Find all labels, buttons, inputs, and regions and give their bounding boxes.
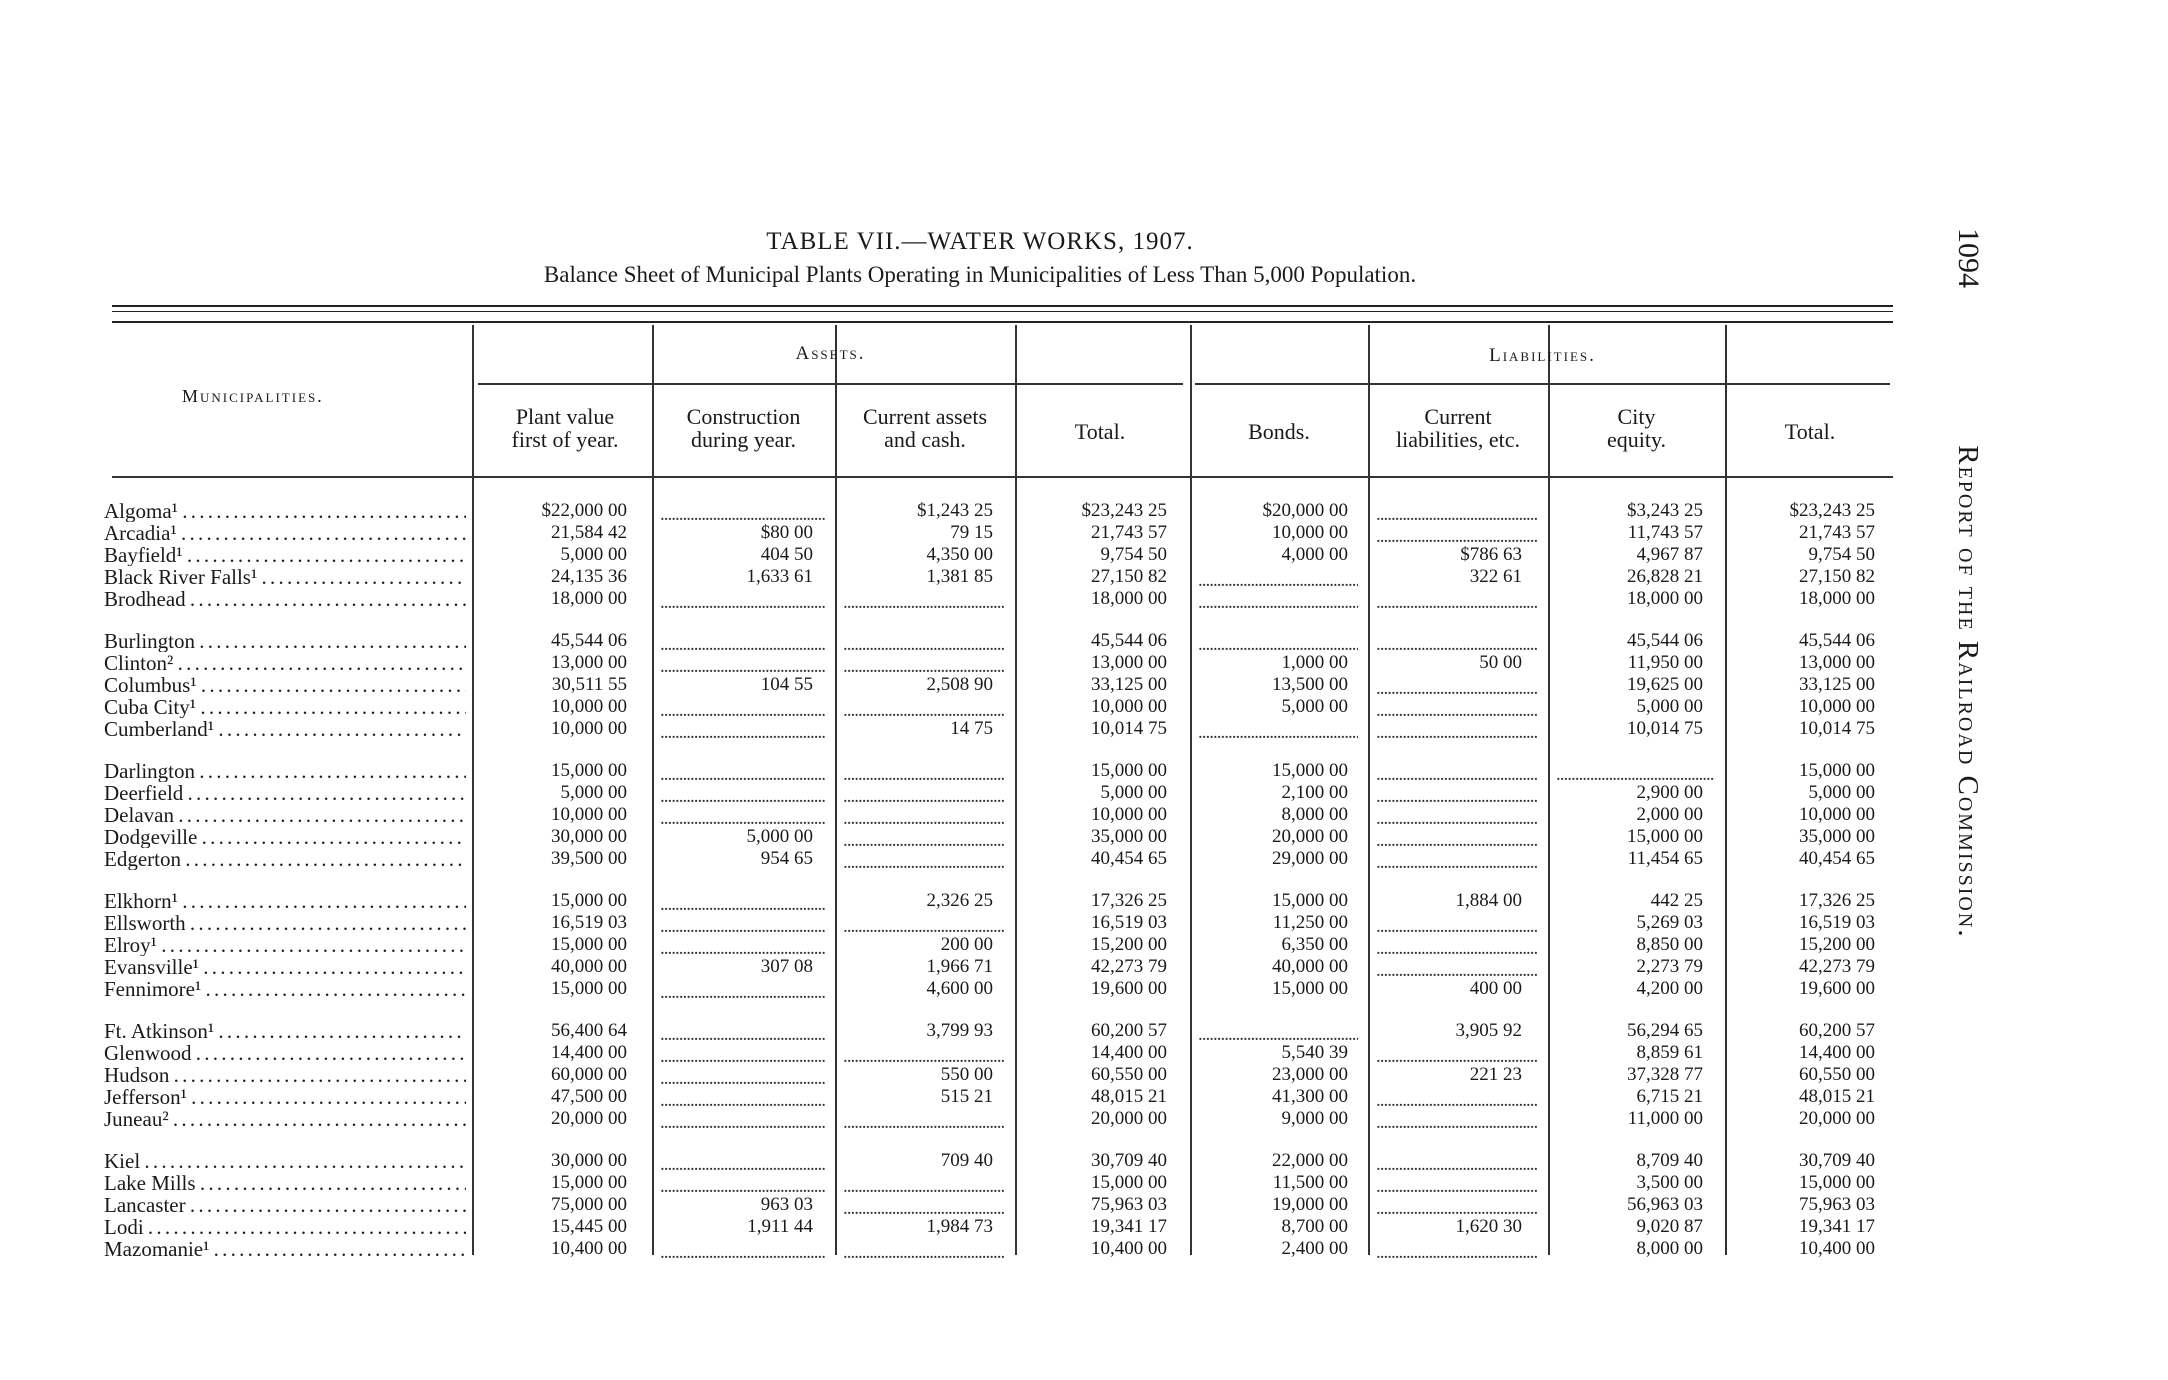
table-cell: 18,000 00 <box>1091 588 1167 609</box>
leader-dots <box>1376 678 1538 700</box>
leader-dots <box>1376 1112 1538 1134</box>
table-cell: 10,014 75 <box>1799 718 1875 739</box>
leader-dots <box>660 894 825 916</box>
table-cell: 6,715 21 <box>1636 1086 1703 1107</box>
leader-dots <box>1376 764 1538 786</box>
table-cell: 3,799 93 <box>926 1020 993 1041</box>
table-cell: 13,500 00 <box>1272 674 1348 695</box>
table-cell: 8,859 61 <box>1636 1042 1703 1063</box>
column-header <box>478 405 652 451</box>
table-subtitle: Balance Sheet of Municipal Plants Operating in Municipalities of Less Than 5,000 Population. <box>543 262 1417 287</box>
municipality-name: Kiel . . . <box>104 1150 466 1172</box>
column-header <box>1190 420 1368 443</box>
municipality-name: Arcadia¹ . . . <box>104 522 466 544</box>
leader-dots <box>843 592 1005 614</box>
table-cell: 19,000 00 <box>1272 1194 1348 1215</box>
table-cell: 17,326 25 <box>1091 890 1167 911</box>
table-cell: 15,000 00 <box>551 978 627 999</box>
leader-dots <box>1376 1090 1538 1112</box>
table-cell: 29,000 00 <box>1272 848 1348 869</box>
table-cell: 5,269 03 <box>1636 912 1703 933</box>
table-cell: 104 55 <box>760 674 813 695</box>
table-cell: 33,125 00 <box>1799 674 1875 695</box>
table-cell: 11,250 00 <box>1272 912 1348 933</box>
table-cell: 19,341 17 <box>1091 1216 1167 1237</box>
table-cell: 40,000 00 <box>1272 956 1348 977</box>
table-cell: 1,633 61 <box>746 566 813 587</box>
table-cell: 15,000 00 <box>551 934 627 955</box>
table-cell: 60,000 00 <box>551 1064 627 1085</box>
column-header <box>1015 420 1185 443</box>
column-header <box>1548 405 1725 451</box>
municipality-name: Hudson . . . <box>104 1064 466 1086</box>
table-cell: 47,500 00 <box>551 1086 627 1107</box>
table-cell: 1,884 00 <box>1455 890 1522 911</box>
table-cell: 40,454 65 <box>1799 848 1875 869</box>
table-cell: 19,625 00 <box>1627 674 1703 695</box>
table-cell: 10,000 00 <box>1799 696 1875 717</box>
table-cell: 56,294 65 <box>1627 1020 1703 1041</box>
table-cell: 1,984 73 <box>926 1216 993 1237</box>
table-title: TABLE VII.—WATER WORKS, 1907. <box>766 228 1194 255</box>
municipality-name: Glenwood . . . <box>104 1042 466 1064</box>
table-cell: 75,963 03 <box>1091 1194 1167 1215</box>
table-cell: 10,000 00 <box>551 804 627 825</box>
table-cell: 17,326 25 <box>1799 890 1875 911</box>
table-cell: 75,963 03 <box>1799 1194 1875 1215</box>
table-cell: 37,328 77 <box>1627 1064 1703 1085</box>
table-cell: 15,000 00 <box>1272 890 1348 911</box>
column-header-line: and cash. <box>884 427 966 452</box>
leader-dots <box>843 830 1005 852</box>
municipality-name: Algoma¹ . . . <box>104 500 466 522</box>
table-cell: 10,000 00 <box>551 718 627 739</box>
table-cell: $23,243 25 <box>1789 500 1875 521</box>
table-cell: 2,273 79 <box>1636 956 1703 977</box>
table-cell: 2,000 00 <box>1636 804 1703 825</box>
municipality-name: Darlington . . . <box>104 760 466 782</box>
assets-heading: Assets. <box>795 343 866 364</box>
table-cell: 9,020 87 <box>1636 1216 1703 1237</box>
municipality-name: Lodi . . . <box>104 1216 466 1238</box>
leader-dots <box>843 1112 1005 1134</box>
table-cell: 5,000 00 <box>1100 782 1167 803</box>
municipality-name: Lancaster . . . <box>104 1194 466 1216</box>
table-cell: $1,243 25 <box>917 500 993 521</box>
table-cell: $3,243 25 <box>1627 500 1703 521</box>
leader-dots <box>843 764 1005 786</box>
table-cell: 27,150 82 <box>1799 566 1875 587</box>
table-cell: 1,000 00 <box>1281 652 1348 673</box>
liabilities-rule <box>1195 383 1890 385</box>
table-cell: 21,743 57 <box>1091 522 1167 543</box>
table-cell: 45,544 06 <box>1091 630 1167 651</box>
table-cell: 60,200 57 <box>1799 1020 1875 1041</box>
table-cell: 35,000 00 <box>1091 826 1167 847</box>
column-header <box>1368 405 1548 451</box>
leader-dots <box>843 634 1005 656</box>
table-cell: 2,508 90 <box>926 674 993 695</box>
table-cell: 18,000 00 <box>551 588 627 609</box>
table-cell: $786 63 <box>1460 544 1522 565</box>
table-cell: 14,400 00 <box>551 1042 627 1063</box>
table-cell: 15,445 00 <box>551 1216 627 1237</box>
table-cell: 10,400 00 <box>551 1238 627 1259</box>
running-head <box>1935 228 1995 1128</box>
table-cell: 15,000 00 <box>1091 1172 1167 1193</box>
table-cell: 30,709 40 <box>1091 1150 1167 1171</box>
table-cell: 2,100 00 <box>1281 782 1348 803</box>
column-header-line: Current <box>1424 404 1492 429</box>
column-header-line: Current assets <box>862 404 988 429</box>
column-header-line: City <box>1617 404 1656 429</box>
table-cell: 14,400 00 <box>1091 1042 1167 1063</box>
leader-dots <box>660 1154 825 1176</box>
municipality-name: Juneau² . . . <box>104 1108 466 1130</box>
table-cell: 10,400 00 <box>1091 1238 1167 1259</box>
leader-dots <box>660 1046 825 1068</box>
leader-dots <box>1376 830 1538 852</box>
table-cell: 50 00 <box>1479 652 1522 673</box>
table-cell: 10,000 00 <box>1091 696 1167 717</box>
municipality-name: Cuba City¹ . . . <box>104 696 466 718</box>
column-header-line: during year. <box>690 427 797 452</box>
column-header-line: equity. <box>1606 427 1667 452</box>
municipality-name: Deerfield . . . <box>104 782 466 804</box>
column-divider <box>652 325 654 1255</box>
table-cell: 10,000 00 <box>1091 804 1167 825</box>
table-cell: 11,500 00 <box>1272 1172 1348 1193</box>
table-cell: 10,014 75 <box>1627 718 1703 739</box>
table-cell: 4,350 00 <box>926 544 993 565</box>
table-cell: 30,709 40 <box>1799 1150 1875 1171</box>
table-cell: 13,000 00 <box>1799 652 1875 673</box>
leader-dots <box>1376 700 1538 722</box>
municipality-name: Evansville¹ . . . <box>104 956 466 978</box>
leader-dots <box>660 1090 825 1112</box>
table-cell: 10,000 00 <box>1799 804 1875 825</box>
table-cell: 14 75 <box>950 718 993 739</box>
table-cell: 2,326 25 <box>926 890 993 911</box>
column-header <box>652 405 835 451</box>
table-cell: 15,000 00 <box>551 1172 627 1193</box>
table-cell: 20,000 00 <box>1799 1108 1875 1129</box>
table-cell: 5,000 00 <box>1808 782 1875 803</box>
top-rule-3 <box>112 321 1893 323</box>
leader-dots <box>843 852 1005 874</box>
column-header <box>1725 420 1895 443</box>
table-cell: 79 15 <box>950 522 993 543</box>
table-cell: 5,000 00 <box>560 544 627 565</box>
table-cell: 221 23 <box>1469 1064 1522 1085</box>
table-cell: 27,150 82 <box>1091 566 1167 587</box>
table-cell: 9,754 50 <box>1100 544 1167 565</box>
table-cell: $23,243 25 <box>1081 500 1167 521</box>
table-cell: 15,000 00 <box>1272 760 1348 781</box>
municipality-name: Delavan . . . <box>104 804 466 826</box>
table-cell: 5,000 00 <box>1281 696 1348 717</box>
table-cell: 42,273 79 <box>1091 956 1167 977</box>
municipality-name: Lake Mills . . . <box>104 1172 466 1194</box>
table-cell: 21,584 42 <box>551 522 627 543</box>
table-cell: 2,400 00 <box>1281 1238 1348 1259</box>
table-cell: 322 61 <box>1469 566 1522 587</box>
table-cell: 1,966 71 <box>926 956 993 977</box>
table-cell: 45,544 06 <box>1799 630 1875 651</box>
table-cell: 4,600 00 <box>926 978 993 999</box>
table-cell: 33,125 00 <box>1091 674 1167 695</box>
table-cell: 10,000 00 <box>1272 522 1348 543</box>
leader-dots <box>660 1024 825 1046</box>
table-cell: 14,400 00 <box>1799 1042 1875 1063</box>
table-cell: 6,350 00 <box>1281 934 1348 955</box>
table-cell: 30,511 55 <box>551 674 627 695</box>
table-cell: 8,700 00 <box>1281 1216 1348 1237</box>
table-cell: 307 08 <box>760 956 813 977</box>
table-cell: 4,000 00 <box>1281 544 1348 565</box>
table-cell: 8,850 00 <box>1636 934 1703 955</box>
table-cell: 18,000 00 <box>1799 588 1875 609</box>
table-cell: 200 00 <box>940 934 993 955</box>
leader-dots <box>660 1112 825 1134</box>
column-divider <box>472 325 474 1255</box>
table-cell: 16,519 03 <box>1091 912 1167 933</box>
municipality-name: Elroy¹ . . . <box>104 934 466 956</box>
table-cell: 15,000 00 <box>1799 1172 1875 1193</box>
table-cell: 35,000 00 <box>1799 826 1875 847</box>
table-cell: 1,911 44 <box>747 1216 813 1237</box>
table-cell: 45,544 06 <box>1627 630 1703 651</box>
leader-dots <box>660 982 825 1004</box>
table-cell: 3,500 00 <box>1636 1172 1703 1193</box>
table-cell: 4,200 00 <box>1636 978 1703 999</box>
table-cell: 10,014 75 <box>1091 718 1167 739</box>
table-cell: 9,000 00 <box>1281 1108 1348 1129</box>
table-cell: 550 00 <box>940 1064 993 1085</box>
table-cell: 56,400 64 <box>551 1020 627 1041</box>
column-header-line: Construction <box>686 404 801 429</box>
municipality-name: Cumberland¹ . . . <box>104 718 466 740</box>
table-cell: 11,000 00 <box>1627 1108 1703 1129</box>
leader-dots <box>660 634 825 656</box>
table-cell: 18,000 00 <box>1627 588 1703 609</box>
municipality-name: Ft. Atkinson¹ . . . <box>104 1020 466 1042</box>
table-cell: 41,300 00 <box>1272 1086 1348 1107</box>
table-cell: 1,620 30 <box>1455 1216 1522 1237</box>
leader-dots <box>660 722 825 744</box>
table-cell: 60,200 57 <box>1091 1020 1167 1041</box>
municipality-name: Bayfield¹ . . . <box>104 544 466 566</box>
column-header-line: Total. <box>1784 419 1836 444</box>
table-cell: 15,200 00 <box>1799 934 1875 955</box>
leader-dots <box>660 916 825 938</box>
municipality-name: Ellsworth . . . <box>104 912 466 934</box>
table-cell: 48,015 21 <box>1091 1086 1167 1107</box>
table-cell: 10,400 00 <box>1799 1238 1875 1259</box>
table-cell: 13,000 00 <box>551 652 627 673</box>
column-header-line: first of year. <box>511 427 619 452</box>
leader-dots <box>843 808 1005 830</box>
table-cell: 15,200 00 <box>1091 934 1167 955</box>
table-cell: 15,000 00 <box>1091 760 1167 781</box>
municipality-name: Elkhorn¹ . . . <box>104 890 466 912</box>
leader-dots <box>1198 570 1358 592</box>
leader-dots <box>1376 852 1538 874</box>
table-cell: 26,828 21 <box>1627 566 1703 587</box>
table-cell: 24,135 36 <box>551 566 627 587</box>
leader-dots <box>1376 786 1538 808</box>
leader-dots <box>1376 1176 1538 1198</box>
table-cell: 400 00 <box>1469 978 1522 999</box>
column-header <box>835 405 1015 451</box>
table-cell: 954 65 <box>760 848 813 869</box>
leader-dots <box>660 764 825 786</box>
leader-dots <box>660 1068 825 1090</box>
table-cell: $22,000 00 <box>541 500 627 521</box>
table-cell: 10,000 00 <box>551 696 627 717</box>
table-cell: 48,015 21 <box>1799 1086 1875 1107</box>
leader-dots <box>1376 592 1538 614</box>
table-cell: 39,500 00 <box>551 848 627 869</box>
leader-dots <box>1198 592 1358 614</box>
column-header-line: Bonds. <box>1248 419 1310 444</box>
table-cell: 16,519 03 <box>1799 912 1875 933</box>
page-number: 1094 <box>1952 228 1985 288</box>
leader-dots <box>660 1242 825 1264</box>
table-cell: 442 25 <box>1650 890 1703 911</box>
table-cell: 11,743 57 <box>1627 522 1703 543</box>
column-header-line: Total. <box>1074 419 1126 444</box>
leader-dots <box>843 1242 1005 1264</box>
table-cell: 21,743 57 <box>1799 522 1875 543</box>
leader-dots <box>1376 916 1538 938</box>
running-head-text: Report of the Railroad Commission. <box>1952 445 1984 939</box>
table-cell: 40,000 00 <box>551 956 627 977</box>
table-cell: 8,000 00 <box>1281 804 1348 825</box>
table-cell: $20,000 00 <box>1262 500 1348 521</box>
leader-dots <box>1376 938 1538 960</box>
leader-dots <box>1376 808 1538 830</box>
table-cell: 13,000 00 <box>1091 652 1167 673</box>
table-cell: 8,000 00 <box>1636 1238 1703 1259</box>
table-cell: 1,381 85 <box>926 566 993 587</box>
table-cell: 4,967 87 <box>1636 544 1703 565</box>
table-cell: 23,000 00 <box>1272 1064 1348 1085</box>
municipality-name: Brodhead . . . <box>104 588 466 610</box>
municipality-name: Mazomanie¹ . . . <box>104 1238 466 1260</box>
leader-dots <box>660 592 825 614</box>
leader-dots <box>1376 1154 1538 1176</box>
table-cell: 2,900 00 <box>1636 782 1703 803</box>
table-cell: 20,000 00 <box>1272 826 1348 847</box>
table-cell: 11,454 65 <box>1627 848 1703 869</box>
municipality-name: Jefferson¹ . . . <box>104 1086 466 1108</box>
table-cell: 20,000 00 <box>1091 1108 1167 1129</box>
liabilities-heading: Liabilities. <box>1489 345 1596 366</box>
table-cell: 15,000 00 <box>551 760 627 781</box>
table-cell: 16,519 03 <box>551 912 627 933</box>
table-cell: 30,000 00 <box>551 826 627 847</box>
leader-dots <box>1376 722 1538 744</box>
table-cell: 56,963 03 <box>1627 1194 1703 1215</box>
table-cell: 19,600 00 <box>1799 978 1875 999</box>
table-cell: 15,000 00 <box>1272 978 1348 999</box>
column-divider <box>1368 325 1370 1255</box>
leader-dots <box>1198 722 1358 744</box>
table-cell: 5,000 00 <box>1636 696 1703 717</box>
leader-dots <box>843 786 1005 808</box>
municipality-name: Clinton² . . . <box>104 652 466 674</box>
table-cell: 404 50 <box>760 544 813 565</box>
municipality-name: Black River Falls¹ . . . <box>104 566 466 588</box>
column-header-line: liabilities, etc. <box>1395 427 1521 452</box>
table-cell: 5,540 39 <box>1281 1042 1348 1063</box>
table-cell: $80 00 <box>760 522 813 543</box>
table-cell: 9,754 50 <box>1808 544 1875 565</box>
table-cell: 20,000 00 <box>551 1108 627 1129</box>
leader-dots <box>660 786 825 808</box>
municipalities-heading: Municipalities. <box>182 386 324 406</box>
table-cell: 15,000 00 <box>1627 826 1703 847</box>
table-cell: 8,709 40 <box>1636 1150 1703 1171</box>
leader-dots <box>1376 504 1538 526</box>
table-cell: 60,550 00 <box>1091 1064 1167 1085</box>
leader-dots <box>660 700 825 722</box>
table-cell: 75,000 00 <box>551 1194 627 1215</box>
table-cell: 5,000 00 <box>560 782 627 803</box>
table-cell: 15,000 00 <box>551 890 627 911</box>
table-cell: 5,000 00 <box>746 826 813 847</box>
table-cell: 30,000 00 <box>551 1150 627 1171</box>
table-cell: 963 03 <box>760 1194 813 1215</box>
table-cell: 515 21 <box>940 1086 993 1107</box>
table-cell: 60,550 00 <box>1799 1064 1875 1085</box>
municipality-name: Burlington . . . <box>104 630 466 652</box>
table-cell: 19,600 00 <box>1091 978 1167 999</box>
top-rule-2 <box>112 311 1893 312</box>
leader-dots <box>1376 1242 1538 1264</box>
table-cell: 11,950 00 <box>1627 652 1703 673</box>
table-cell: 22,000 00 <box>1272 1150 1348 1171</box>
column-divider <box>835 325 837 1255</box>
top-rule-1 <box>112 305 1893 307</box>
assets-rule <box>478 383 1183 385</box>
leader-dots <box>843 1176 1005 1198</box>
table-cell: 15,000 00 <box>1799 760 1875 781</box>
table-cell: 42,273 79 <box>1799 956 1875 977</box>
municipality-name: Dodgeville . . . <box>104 826 466 848</box>
table-cell: 709 40 <box>940 1150 993 1171</box>
table-cell: 19,341 17 <box>1799 1216 1875 1237</box>
municipality-name: Columbus¹ . . . <box>104 674 466 696</box>
header-rule <box>112 476 1893 478</box>
table-cell: 40,454 65 <box>1091 848 1167 869</box>
municipality-name: Fennimore¹ . . . <box>104 978 466 1000</box>
municipality-name: Edgerton . . . <box>104 848 466 870</box>
table-cell: 45,544 06 <box>551 630 627 651</box>
table-cell: 3,905 92 <box>1455 1020 1522 1041</box>
column-header-line: Plant value <box>515 404 615 429</box>
